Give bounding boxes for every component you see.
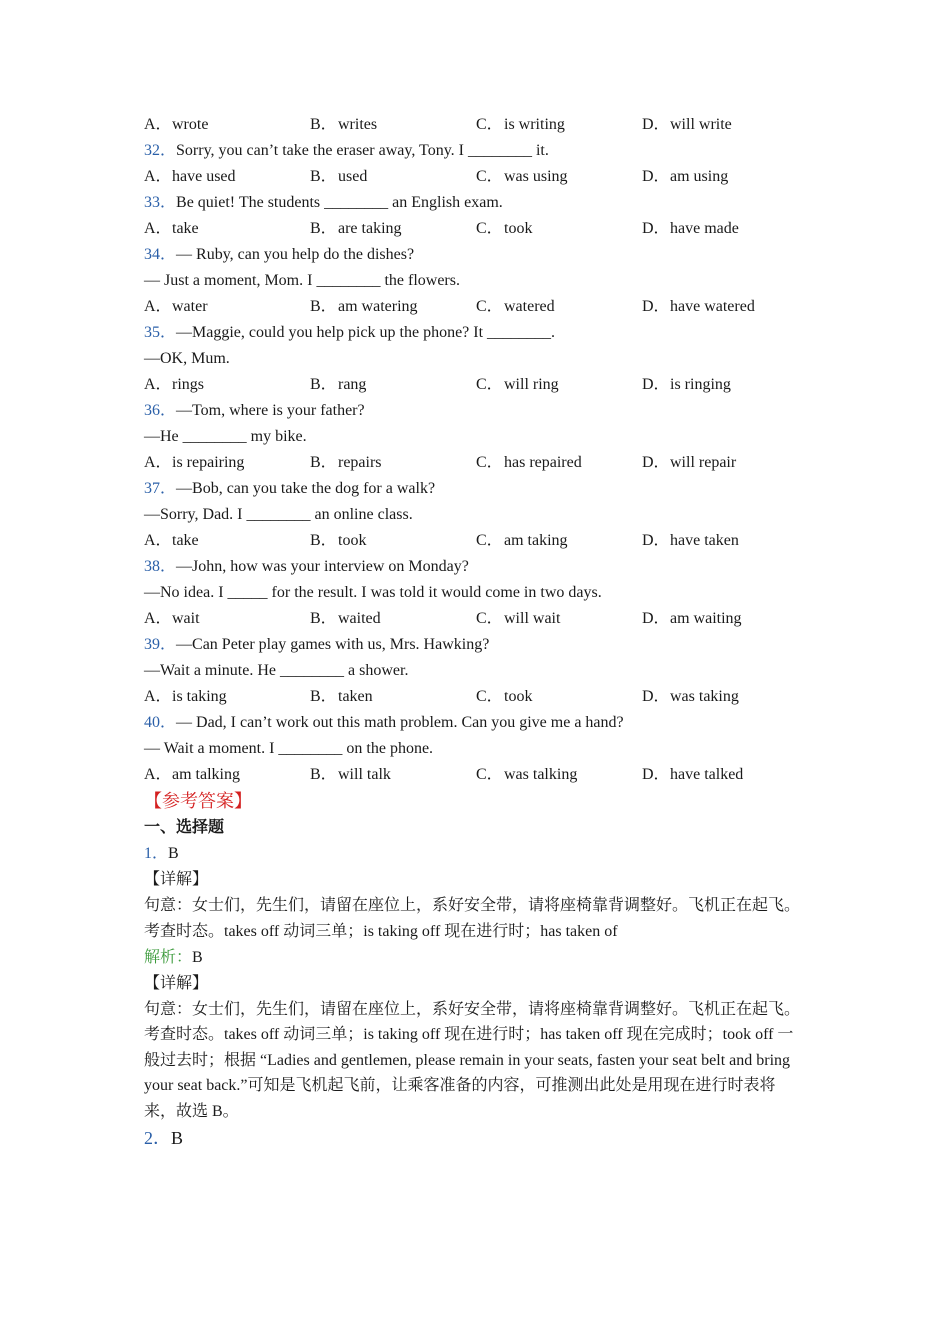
option-d: D．have taken xyxy=(642,532,739,549)
question-35-stem: 35．—Maggie, could you help pick up the phone? It ________. xyxy=(144,324,556,341)
question-number: 39． xyxy=(144,636,177,653)
q38-options xyxy=(144,606,814,632)
question-number: 40． xyxy=(144,714,177,731)
option-c: C．was using xyxy=(476,168,568,185)
question-number: 37． xyxy=(144,480,177,497)
question-number: 36． xyxy=(144,402,177,419)
option-d: D．am using xyxy=(642,168,729,185)
sentence-meaning: 句意：女士们，先生们，请留在座位上，系好安全带，请将座椅靠背调整好。飞机正在起飞。 xyxy=(144,1000,801,1018)
answer-number: 2． xyxy=(144,1128,171,1148)
detail-tag: 【详解】 xyxy=(144,974,209,992)
option-b: B．are taking xyxy=(310,220,402,237)
answer-1: 1．B xyxy=(144,845,179,862)
tense-analysis: 考查时态。takes off 动词三单；is taking off 现在进行时；has taken of xyxy=(144,922,618,940)
option-c: C．am taking xyxy=(476,532,568,549)
q35-options xyxy=(144,372,814,398)
option-b: B．rang xyxy=(310,376,367,393)
option-c: C．took xyxy=(476,688,533,705)
question-number: 32． xyxy=(144,142,177,159)
option-a: A．water xyxy=(144,298,208,315)
option-a: A．is taking xyxy=(144,688,227,705)
question-number: 35． xyxy=(144,324,177,341)
option-a: A．have used xyxy=(144,168,236,185)
q40-options xyxy=(144,762,814,788)
question-number: 33． xyxy=(144,194,177,211)
sentence-meaning: 句意：女士们，先生们，请留在座位上，系好安全带，请将座椅靠背调整好。飞机正在起飞。 xyxy=(144,897,801,914)
question-33-stem: 33．Be quiet! The students ________ an English exam. xyxy=(144,194,503,211)
option-b: B．took xyxy=(310,532,367,549)
answer-number: 1． xyxy=(144,845,169,862)
question-35-reply: —OK, Mum. xyxy=(144,350,230,367)
question-36-reply: —He ________ my bike. xyxy=(144,428,307,445)
question-38-reply: —No idea. I _____ for the result. I was told it would come in two days. xyxy=(144,584,602,601)
q34-options xyxy=(144,294,814,320)
jiexi-label: 解析： xyxy=(144,948,193,966)
jiexi-line: 解析：B xyxy=(144,948,203,966)
option-d: D．have made xyxy=(642,220,739,237)
option-a: A．wrote xyxy=(144,116,209,133)
q31-options xyxy=(144,112,814,138)
option-a: A．take xyxy=(144,532,199,549)
option-a: A．wait xyxy=(144,610,200,627)
q33-options xyxy=(144,216,814,242)
option-d: D．am waiting xyxy=(642,610,742,627)
question-37-reply: —Sorry, Dad. I ________ an online class. xyxy=(144,506,413,523)
option-b: B．waited xyxy=(310,610,381,627)
question-34-reply: — Just a moment, Mom. I ________ the flowers. xyxy=(144,272,460,289)
detail-tag: 【详解】 xyxy=(144,871,209,888)
q32-options xyxy=(144,164,814,190)
option-d: D．have watered xyxy=(642,298,755,315)
question-number: 34． xyxy=(144,246,177,263)
answers-heading: 【参考答案】 xyxy=(144,791,252,811)
option-b: B．am watering xyxy=(310,298,418,315)
question-40-reply: — Wait a moment. I ________ on the phone. xyxy=(144,740,434,757)
question-34-stem: 34．— Ruby, can you help do the dishes? xyxy=(144,246,415,263)
q36-options xyxy=(144,450,814,476)
option-a: A．take xyxy=(144,220,199,237)
option-b: B．repairs xyxy=(310,454,382,471)
question-40-stem: 40．— Dad, I can’t work out this math problem. Can you give me a hand? xyxy=(144,714,624,731)
option-a: A．am talking xyxy=(144,766,240,783)
option-d: D．will write xyxy=(642,116,732,133)
option-c: C．has repaired xyxy=(476,454,582,471)
question-number: 38． xyxy=(144,558,177,575)
answer-2: 2．B xyxy=(144,1128,184,1148)
option-c: C．will wait xyxy=(476,610,561,627)
section-title: 一、选择题 xyxy=(144,819,225,836)
question-36-stem: 36．—Tom, where is your father? xyxy=(144,402,365,419)
question-39-reply: —Wait a minute. He ________ a shower. xyxy=(144,662,409,679)
question-32-stem: 32．Sorry, you can’t take the eraser away, Tony. I ________ it. xyxy=(144,142,549,159)
option-d: D．is ringing xyxy=(642,376,731,393)
option-b: B．taken xyxy=(310,688,373,705)
question-39-stem: 39．—Can Peter play games with us, Mrs. Hawking? xyxy=(144,636,490,653)
option-c: C．will ring xyxy=(476,376,559,393)
option-d: D．will repair xyxy=(642,454,737,471)
option-a: A．rings xyxy=(144,376,204,393)
question-38-stem: 38．—John, how was your interview on Monday? xyxy=(144,558,469,575)
q37-options xyxy=(144,528,814,554)
question-37-stem: 37．—Bob, can you take the dog for a walk? xyxy=(144,480,436,497)
option-b: B．used xyxy=(310,168,368,185)
option-c: C．watered xyxy=(476,298,555,315)
tense-analysis-full: 考查时态。takes off 动词三单；is taking off 现在进行时；has taken off 现在完成时；took off 一般过去时；根据 “Ladies and gentlemen, please remain in your seats, fasten your seat belt and bring your seat back.”可知是飞机起飞前，让乘客准备的内容，可推测出此处是用现在进行时表将来，故选 B。 xyxy=(144,1026,794,1120)
option-d: D．have talked xyxy=(642,766,744,783)
option-b: B．writes xyxy=(310,116,378,133)
document-page xyxy=(144,112,814,1152)
option-a: A．is repairing xyxy=(144,454,245,471)
option-d: D．was taking xyxy=(642,688,739,705)
option-b: B．will talk xyxy=(310,766,391,783)
q39-options xyxy=(144,684,814,710)
option-c: C．took xyxy=(476,220,533,237)
option-c: C．is writing xyxy=(476,116,565,133)
option-c: C．was talking xyxy=(476,766,578,783)
